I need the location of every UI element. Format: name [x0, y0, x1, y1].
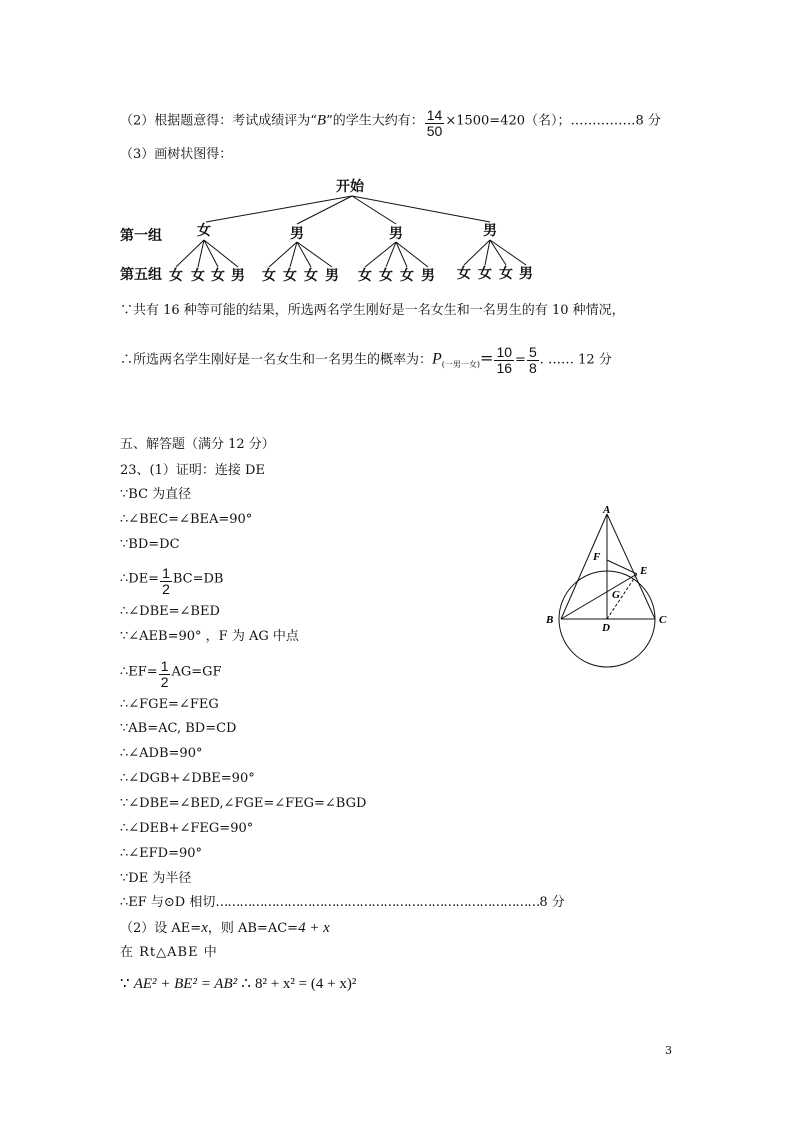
q23-l18-mid: ，则 AB=AC= [207, 921, 299, 936]
p2-frac-den: 50 [426, 123, 443, 140]
tree-l1-node-1: 女 [197, 223, 211, 239]
q23-l17-score: 8 分 [539, 895, 565, 910]
q23-line-16: ∵DE 为半径 [120, 871, 192, 886]
q23-l20-therefore: ∴ [241, 974, 251, 992]
q23-l20-eq: AE² + BE² = AB² [133, 976, 238, 992]
q23-l8-pre: ∴EF= [120, 664, 158, 680]
tree-l2-node: 女 [400, 268, 414, 284]
tree-l1-node-2: 男 [290, 226, 304, 242]
prob-tail: . …… [539, 352, 574, 368]
segment-fe [607, 560, 637, 574]
q23-line-9: ∴∠FGE=∠FEG [120, 697, 219, 712]
p2-prefix: （2）根据题意得：考试成绩评为“ [120, 113, 317, 129]
label-E: E [640, 565, 648, 577]
label-C: C [659, 614, 667, 626]
prob-eq2: = [515, 352, 526, 368]
q23-line-17 [120, 896, 565, 909]
label-A: A [603, 504, 611, 516]
p2-grade: B [316, 112, 327, 129]
q23-line-15: ∴∠EFD=90° [120, 846, 203, 861]
probability-line [120, 345, 612, 377]
section-heading: 五、解答题（满分 12 分） [120, 437, 275, 452]
tree-l2-node: 女 [169, 268, 183, 284]
q23-l5-den: 2 [162, 581, 170, 598]
prob-f1-num: 10 [496, 344, 513, 360]
outcomes-line: ∵共有 16 种等可能的结果，所选两名学生刚好是一名女生和一名男生的有 10 种情况， [120, 303, 625, 318]
q23-l20-since: ∵ [120, 974, 130, 992]
q23-line-13: ∵∠DBE=∠BED,∠FGE=∠FEG=∠BGD [120, 796, 367, 811]
label-F: F [593, 551, 601, 563]
prob-f1-den: 16 [496, 360, 513, 377]
q23-l18-pre: （2）设 AE= [120, 921, 202, 936]
prob-f2-den: 8 [528, 360, 537, 377]
tree-l2-node: 女 [211, 268, 225, 284]
segment-ab [561, 514, 607, 619]
label-D: D [602, 622, 610, 634]
q23-l18-x: x [201, 920, 208, 936]
q23-line-19: 在 Rt△ABE 中 [120, 945, 218, 960]
p2-score: 8 分 [635, 113, 661, 129]
tree-l2-node: 女 [499, 266, 513, 282]
prob-score: 12 分 [578, 352, 612, 368]
segment-be [561, 574, 637, 619]
label-B: B [546, 614, 554, 626]
p2-dots: …………… [570, 113, 636, 129]
p3-line: （3）画树状图得： [120, 147, 233, 162]
q23-line-4: ∵BD=DC [120, 537, 180, 552]
q23-line-5 [120, 566, 224, 598]
q23-l8-num: 1 [160, 658, 169, 674]
tree-l2-node: 男 [421, 268, 435, 284]
q23-l8-den: 2 [160, 674, 169, 691]
q23-l5-post: BC=DB [172, 571, 224, 587]
q23-l20-eq2: 8² + x² = (4 + x)² [254, 976, 357, 992]
tree-l1-node-4: 男 [483, 223, 497, 239]
prob-f2-num: 5 [528, 344, 537, 360]
q23-line-7: ∵∠AEB=90° ，F 为 AG 中点 [120, 629, 299, 644]
tree-l2-node: 女 [283, 268, 297, 284]
q23-l8-fraction [159, 659, 171, 691]
tree-l2-node: 女 [262, 268, 276, 284]
q23-line-14: ∴∠DEB+∠FEG=90° [120, 821, 254, 836]
q23-line-20 [120, 976, 356, 992]
label-G: G [612, 589, 620, 601]
q23-l8-post: AG=GF [171, 664, 222, 680]
prob-sub: (一男一女) [441, 359, 481, 369]
tree-l2-node: 女 [478, 266, 492, 282]
q23-l5-num: 1 [162, 565, 170, 581]
q23-line-10: ∵AB=AC, BD=CD [120, 721, 237, 736]
p2-frac-num: 14 [426, 107, 443, 123]
q23-l17-text: ∴EF 与⊙D 相切 [120, 895, 216, 910]
tree-l2-node: 男 [519, 266, 533, 282]
q23-line-12: ∴∠DGB+∠DBE=90° [120, 771, 255, 786]
q23-line-3: ∴∠BEC=∠BEA=90° [120, 512, 253, 527]
tree-l2-node: 女 [358, 268, 372, 284]
q23-line-2: ∵BC 为直径 [120, 487, 192, 502]
q23-line-8 [120, 659, 222, 691]
tree-row1-label: 第一组 [120, 228, 162, 244]
tree-l2-node: 女 [457, 266, 471, 282]
prob-eq1: = [480, 348, 494, 368]
prob-prefix: ∴所选两名学生刚好是一名女生和一名男生的概率为： [120, 352, 433, 368]
q23-line-1: 23、(1）证明：连接 DE [120, 463, 265, 478]
q23-l5-fraction [160, 566, 172, 598]
tree-l2-node: 男 [325, 268, 339, 284]
q23-l5-pre: ∴DE= [120, 571, 160, 587]
q23-line-11: ∴∠ADB=90° [120, 746, 203, 761]
p2-suffix: ×1500=420（名）； [445, 113, 571, 129]
prob-fraction-2 [527, 345, 539, 377]
tree-lines [0, 0, 793, 300]
segment-ac [607, 514, 655, 619]
tree-l2-node: 女 [191, 268, 205, 284]
tree-l1-node-3: 男 [389, 226, 403, 242]
q23-l17-dots: ……………………………………………………………………… [215, 895, 540, 910]
tree-root-label: 开始 [336, 179, 364, 195]
tree-l2-node: 女 [379, 268, 393, 284]
q23-l18-expr: 4 + x [298, 920, 330, 936]
tree-l2-node: 女 [304, 268, 318, 284]
prob-P: P [432, 350, 442, 368]
tree-l2-node: 男 [231, 268, 245, 284]
q23-line-6: ∴∠DBE=∠BED [120, 604, 220, 619]
p2-mid: ”的学生大约有： [326, 113, 424, 129]
q23-line-18 [120, 921, 330, 936]
prob-fraction-1 [494, 345, 514, 377]
geometry-figure [540, 500, 680, 670]
page-number: 3 [665, 1044, 672, 1057]
tree-row2-label: 第五组 [120, 267, 162, 283]
